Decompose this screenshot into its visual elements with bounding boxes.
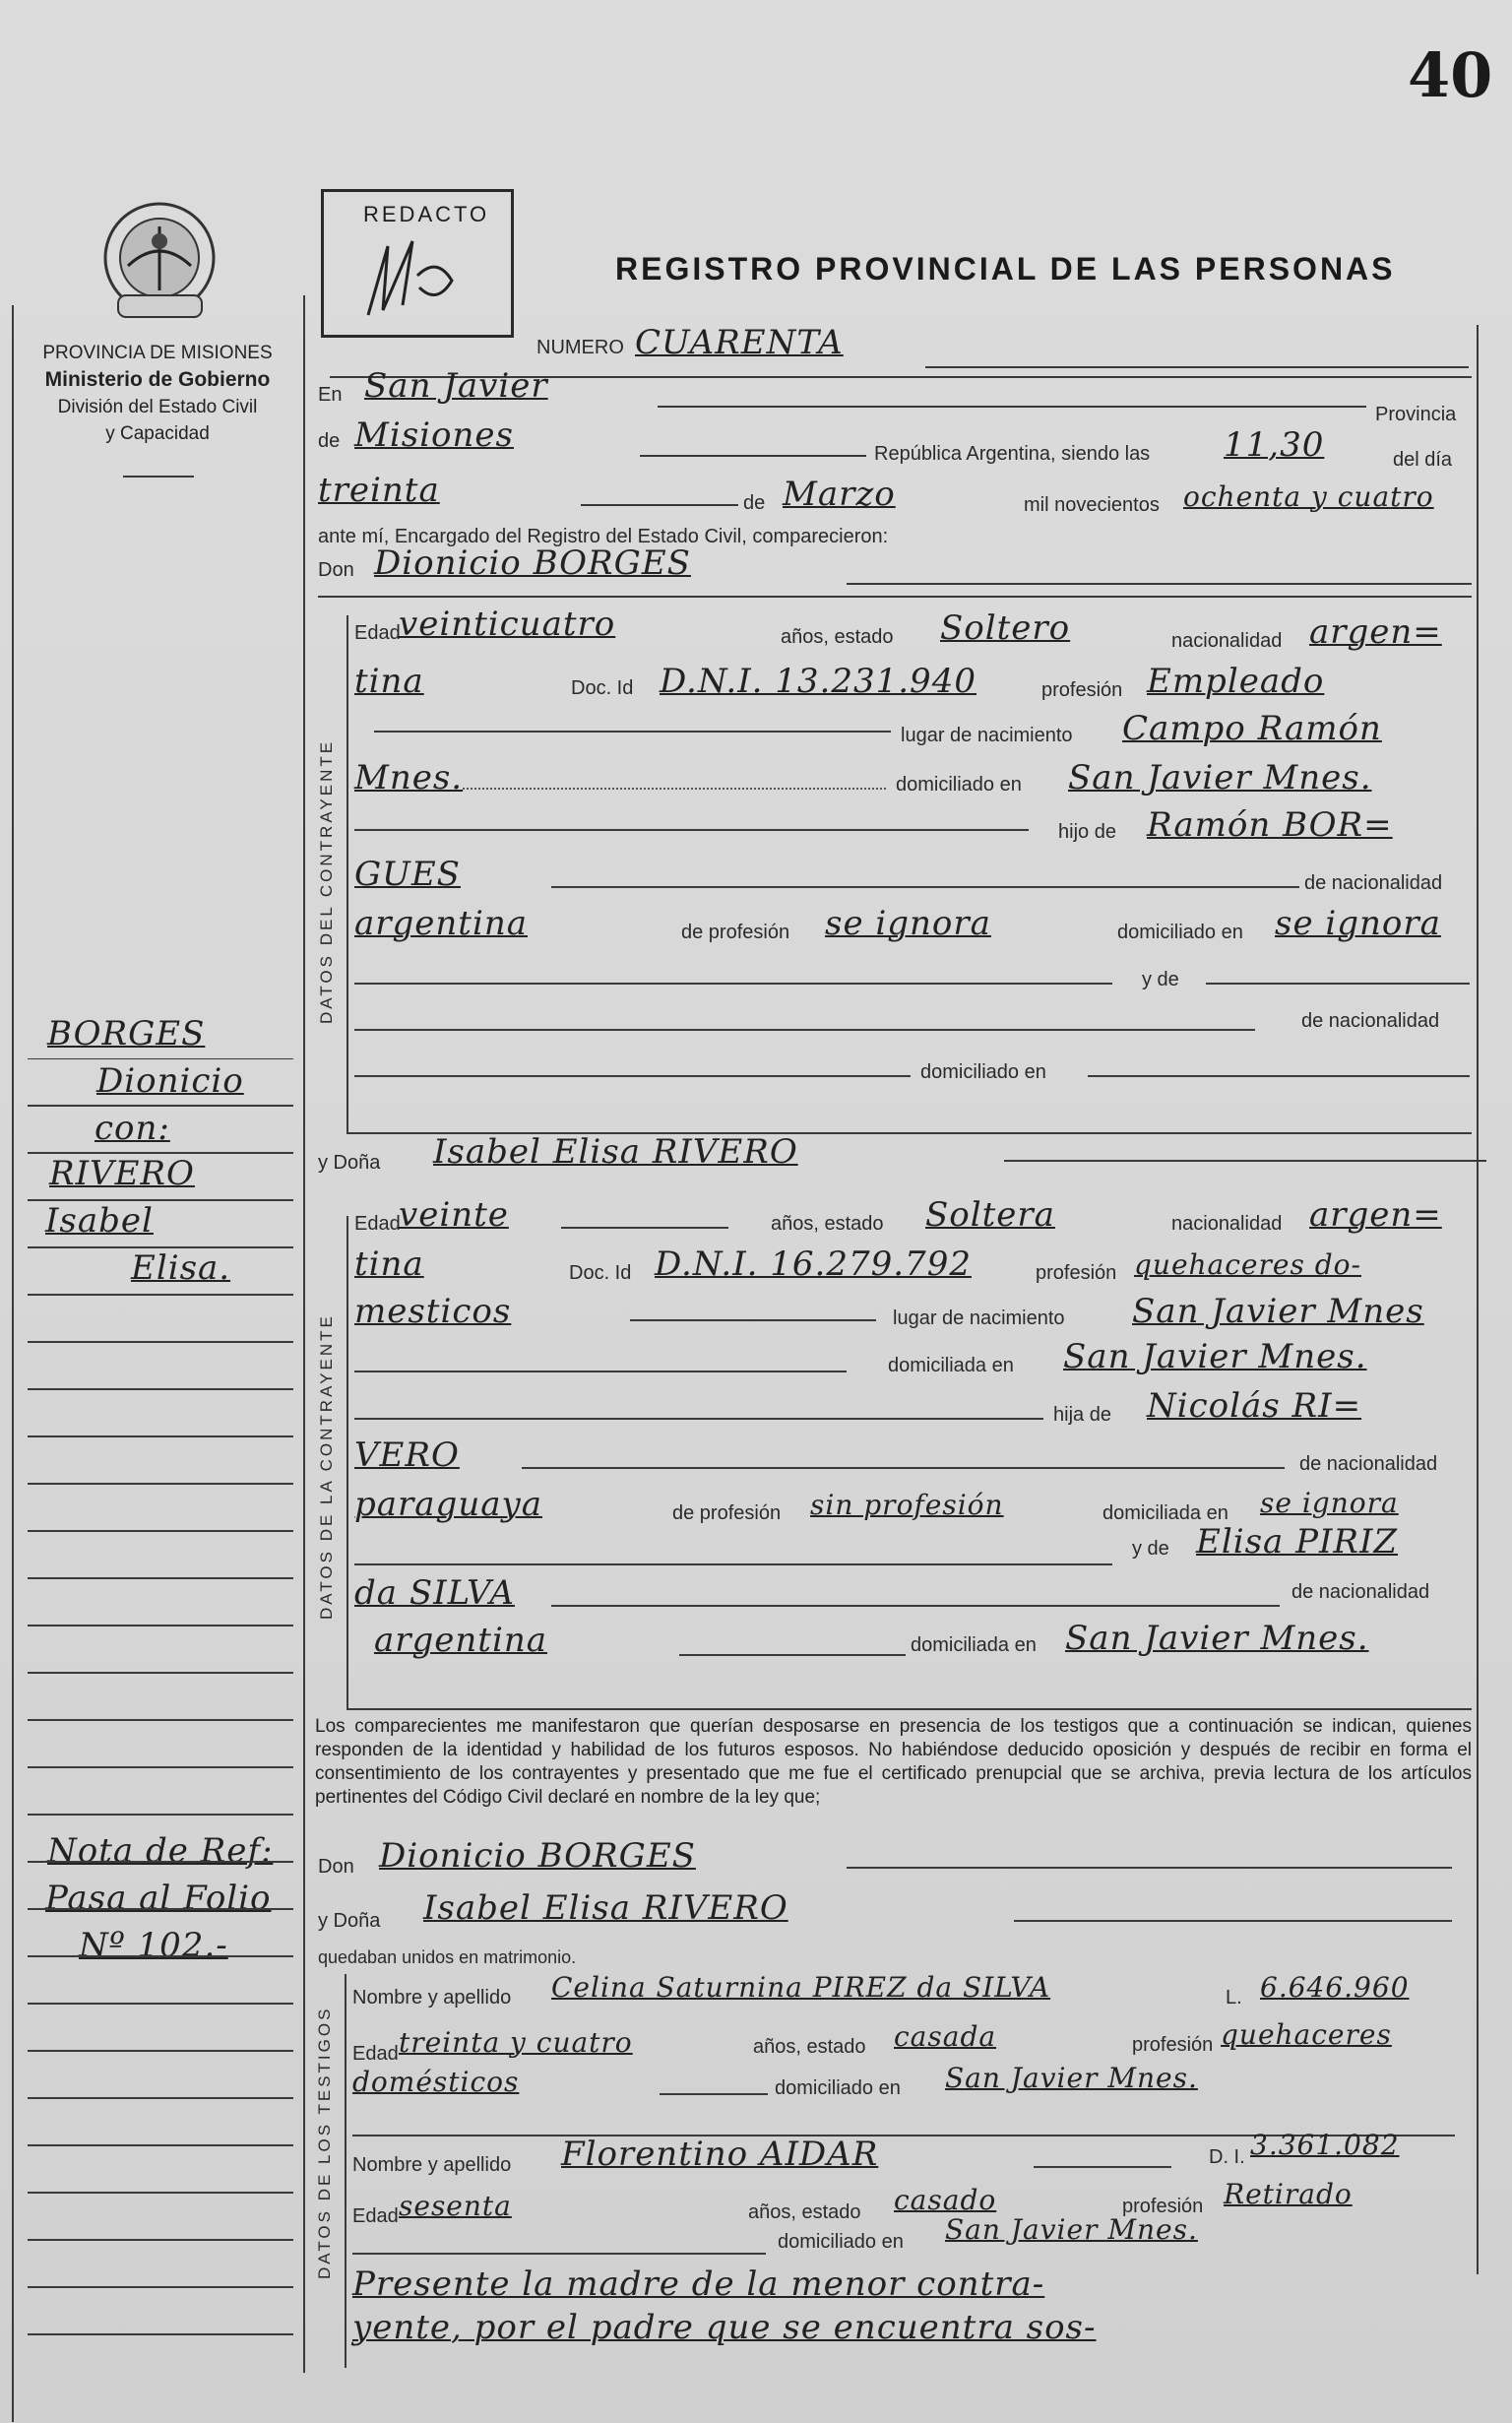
nacionalidad-label-f: nacionalidad [1171, 1213, 1283, 1235]
y-dona-label-2: y Doña [318, 1910, 381, 1932]
domiciliado-label-t2: domiciliado en [778, 2231, 904, 2253]
testigo1-nombre: Celina Saturnina PIREZ da SILVA [551, 1971, 1051, 2004]
anos-label-t1: años, estado [753, 2036, 866, 2058]
domiciliada-label: domiciliada en [888, 1355, 1014, 1376]
testigo2-estado: casado [894, 2184, 997, 2216]
lugar-nac-value-f: San Javier Mnes [1132, 1292, 1424, 1331]
domiciliado-label-2: domiciliado en [920, 1061, 1046, 1083]
anos-label: años, estado [781, 626, 894, 648]
redacto-stamp [321, 189, 514, 338]
testigos-section-label: DATOS DE LOS TESTIGOS [315, 2006, 334, 2279]
edad-label-t2: Edad [352, 2205, 399, 2227]
provincia-value: Misiones [354, 415, 514, 455]
padre-value-f: Nicolás RI= [1147, 1386, 1362, 1426]
margin-ruled-lines [28, 1058, 298, 2368]
margin-apellido-2: RIVERO [49, 1154, 195, 1193]
contrayenta-name: Isabel Elisa RIVERO [433, 1132, 798, 1172]
madre-nac-value: argentina [374, 1621, 548, 1660]
nombre-label-2: Nombre y apellido [352, 2154, 512, 2176]
republica-label: República Argentina, siendo las [874, 443, 1151, 465]
madre-value-2: da SILVA [354, 1573, 515, 1613]
nacionalidad-value-f: argen= [1309, 1195, 1442, 1235]
testigo1-edad: treinta y cuatro [399, 2026, 633, 2059]
dona-value: Isabel Elisa RIVERO [423, 1888, 788, 1928]
testigo1-estado: casada [894, 2020, 997, 2053]
y-dona-label: y Doña [318, 1152, 381, 1174]
note-line-2: yente, por el padre que se encuentra sos- [352, 2308, 1097, 2347]
nacionalidad-value-f-2: tina [354, 1244, 424, 1284]
lugar-nac-label-f: lugar de nacimiento [893, 1307, 1065, 1329]
padre-nac-value-f: paraguaya [354, 1485, 542, 1524]
contrayenta-section-label: DATOS DE LA CONTRAYENTE [317, 1313, 336, 1620]
testigo1-doc-label: L. [1226, 1987, 1242, 2009]
testigo1-prof: quehaceres [1221, 2018, 1392, 2051]
hija-label: hija de [1053, 1404, 1111, 1426]
de-nacionalidad-label-2: de nacionalidad [1301, 1010, 1440, 1032]
padre-prof-value: se ignora [825, 904, 991, 943]
edad-label: Edad [354, 622, 401, 644]
numero-value: CUARENTA [635, 323, 844, 362]
margin-nombre-2a: Isabel [45, 1201, 154, 1241]
coat-of-arms-seal [98, 197, 221, 330]
de-label: de [318, 430, 341, 452]
profesion-label-t1: profesión [1132, 2034, 1214, 2056]
doc-value: D.N.I. 13.231.940 [660, 662, 976, 701]
left-heading [10, 340, 305, 447]
profesion-value: Empleado [1147, 662, 1325, 701]
de-profesion-label: de profesión [681, 922, 790, 943]
anos-label-t2: años, estado [748, 2201, 861, 2223]
don-label: Don [318, 559, 354, 581]
document-title: REGISTRO PROVINCIAL DE LAS PERSONAS [615, 251, 1396, 287]
numero-label: NUMERO [536, 337, 624, 358]
profesion-label-t2: profesión [1122, 2196, 1204, 2217]
page-number: 40 [1408, 39, 1493, 111]
lugar-nac-value-2: Mnes. [354, 758, 464, 797]
domicilio-value: San Javier Mnes. [1068, 758, 1372, 797]
ante-label: ante mí, Encargado del Registro del Estado Civil, comparecieron: [318, 526, 889, 547]
hijo-label: hijo de [1058, 821, 1116, 843]
anio-value: ochenta y cuatro [1183, 480, 1434, 513]
domiciliado-label-t1: domiciliado en [775, 2077, 901, 2099]
contrayente-section-label: DATOS DEL CONTRAYENTE [317, 738, 336, 1024]
don-value: Dionicio BORGES [374, 543, 691, 583]
don-label-2: Don [318, 1856, 354, 1878]
margin-nota-1: Nota de Ref: [47, 1831, 274, 1871]
profesion-label-f: profesión [1036, 1262, 1117, 1284]
signature-scribble [358, 226, 476, 325]
nacionalidad-value-2: tina [354, 662, 424, 701]
padre-value-2: GUES [354, 855, 461, 894]
de-nacionalidad-label-f: de nacionalidad [1299, 1453, 1438, 1475]
mil-label: mil novecientos [1024, 494, 1160, 516]
margin-nombre-2b: Elisa. [131, 1248, 231, 1288]
testigo2-nombre: Florentino AIDAR [561, 2135, 879, 2174]
padre-value: Ramón BOR= [1147, 805, 1393, 845]
margin-con: con: [94, 1109, 170, 1148]
de-nacionalidad-label-f-2: de nacionalidad [1292, 1581, 1430, 1603]
madre-value: Elisa PIRIZ [1196, 1522, 1399, 1562]
en-label: En [318, 384, 343, 406]
quedaban-label: quedaban unidos en matrimonio. [318, 1947, 577, 1967]
y-de-label: y de [1142, 969, 1179, 990]
lugar-nac-label: lugar de nacimiento [901, 725, 1073, 746]
redacto-label: REDACTO [363, 202, 490, 226]
hora-value: 11,30 [1224, 425, 1325, 465]
testigo1-dom: San Javier Mnes. [945, 2062, 1198, 2094]
profesion-value-f: quehaceres do- [1134, 1248, 1361, 1281]
margin-nota-2: Pasa al Folio [45, 1879, 272, 1918]
y-de-label-f: y de [1132, 1538, 1169, 1560]
mes-value: Marzo [783, 475, 896, 514]
estado-value-f: Soltera [925, 1195, 1055, 1235]
testigo2-prof: Retirado [1224, 2178, 1353, 2210]
testigo2-edad: sesenta [399, 2190, 512, 2222]
declaration-text: Los comparecientes me manifestaron que querían desposarse en presencia de los testigos que a continuación se indican, quienes responden de la identidad y habilidad de los futuros esposos. No habiéndose deducido oposición y después de recibir en forma el consentimiento de los contrayentes y presentado que me fue el certificado prenupcial que se archiva, previa lectura de los artículos pertinentes del Código Civil declaré en nombre de la ley que; [315, 1716, 1472, 1808]
de-profesion-label-f: de profesión [672, 1502, 782, 1524]
doc-value-f: D.N.I. 16.279.792 [655, 1244, 972, 1284]
nombre-label-1: Nombre y apellido [352, 1987, 512, 2009]
testigo2-dom: San Javier Mnes. [945, 2213, 1198, 2246]
padre-nac-value: argentina [354, 904, 529, 943]
profesion-value-f-2: mesticos [354, 1292, 512, 1331]
madre-dom-value: San Javier Mnes. [1065, 1619, 1369, 1658]
edad-value-f: veinte [399, 1195, 509, 1235]
doc-label-f: Doc. Id [569, 1262, 632, 1284]
anos-label-f: años, estado [771, 1213, 884, 1235]
provincia-label: Provincia [1375, 404, 1457, 425]
margin-nombre-1: Dionicio [96, 1061, 244, 1101]
nacionalidad-value: argen= [1309, 612, 1442, 652]
province-label: PROVINCIA DE MISIONES [42, 343, 273, 363]
de-nacionalidad-label: de nacionalidad [1304, 872, 1443, 894]
estado-value: Soltero [940, 608, 1071, 648]
testigo2-doc-label: D. I. [1209, 2146, 1245, 2168]
testigo2-doc: 3.361.082 [1250, 2129, 1400, 2161]
de-mes-label: de [743, 492, 766, 514]
padre-prof-value-f: sin profesión [810, 1489, 1004, 1521]
note-line-1: Presente la madre de la menor contra- [352, 2264, 1045, 2304]
don-value-2: Dionicio BORGES [379, 1836, 696, 1876]
profesion-label: profesión [1041, 679, 1123, 701]
domicilio-value-f: San Javier Mnes. [1063, 1337, 1367, 1376]
edad-label-f: Edad [354, 1213, 401, 1235]
division-label-2: y Capacidad [105, 423, 210, 444]
division-label: División del Estado Civil [57, 397, 258, 417]
margin-nota-3: Nº 102.- [79, 1926, 228, 1965]
padre-dom-label: domiciliado en [1117, 922, 1243, 943]
testigo1-doc: 6.646.960 [1260, 1971, 1410, 2004]
edad-label-t1: Edad [352, 2043, 399, 2065]
padre-dom-label-f: domiciliada en [1102, 1502, 1228, 1524]
domiciliado-label: domiciliado en [896, 774, 1022, 796]
lugar-value: San Javier [364, 366, 548, 406]
padre-value-f-2: VERO [354, 1435, 460, 1475]
madre-dom-label: domiciliada en [911, 1634, 1037, 1656]
del-dia-label: del día [1393, 449, 1453, 471]
padre-dom-value: se ignora [1275, 904, 1441, 943]
edad-value: veinticuatro [399, 605, 616, 644]
padre-dom-value-f: se ignora [1260, 1487, 1399, 1519]
ministry-label: Ministerio de Gobierno [44, 368, 271, 391]
margin-apellido-1: BORGES [47, 1014, 206, 1053]
doc-label: Doc. Id [571, 677, 634, 699]
testigo1-prof-2: domésticos [352, 2066, 520, 2098]
nacionalidad-label: nacionalidad [1171, 630, 1283, 652]
dia-value: treinta [318, 471, 440, 510]
lugar-nac-value: Campo Ramón [1122, 709, 1382, 748]
